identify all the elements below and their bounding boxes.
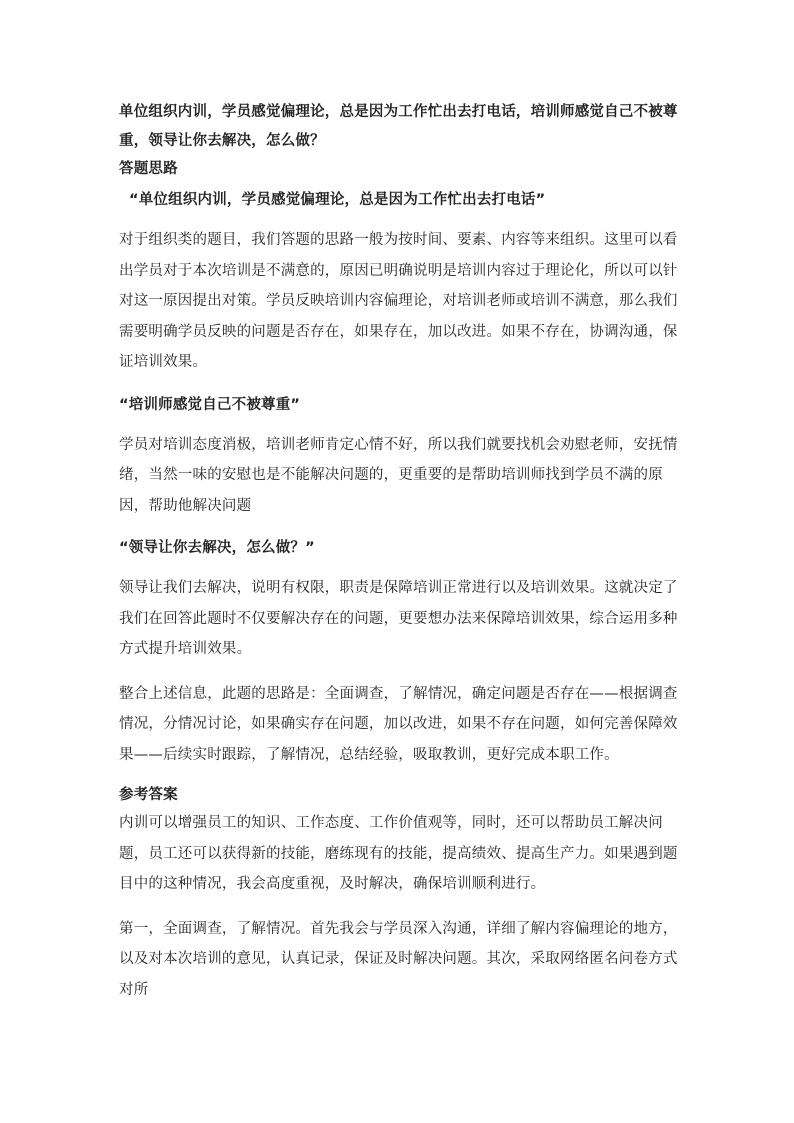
section-text-3: 领导让我们去解决，说明有权限，职责是保障培训正常进行以及培训效果。这就决定了我们在回答此题时不仅要解决存在的问题，更要想办法来保障培训效果，综合运用多种方式提升培训效果。 <box>119 580 678 657</box>
answer-heading: 参考答案 <box>119 787 178 803</box>
section-title-1: “单位组织内训，学员感觉偏理论，总是因为工作忙出去打电话” <box>129 192 546 208</box>
answer-paragraph-1: 内训可以增强员工的知识、工作态度、工作价值观等，同时，还可以帮助员工解决问题，员工还可以获得新的技能，磨练现有的技能，提高绩效、提高生产力。如果遇到题目中的这种情况，我会高度重视，及时解决，确保培训顺利进行。 <box>119 815 678 892</box>
question-title: 单位组织内训，学员感觉偏理论，总是因为工作忙出去打电话，培训师感觉自己不被尊重，领导让你去解决，怎么做？ <box>119 104 678 149</box>
thinking-heading: 答题思路 <box>119 161 178 177</box>
section-title-2: “培训师感觉自己不被尊重” <box>119 396 301 413</box>
section-text-1: 对于组织类的题目，我们答题的思路一般为按时间、要素、内容等来组织。这里可以看出学员对于本次培训是不满意的，原因已明确说明是培训内容过于理论化，所以可以针对这一原因提出对策。学员反映培训内容偏理论，对培训老师或培训不满意，那么我们需要明确学员反映的问题是否存在，如果存在，加以改进。如果不存在，协调沟通，保证培训效果。 <box>119 232 678 370</box>
thinking-summary: 整合上述信息，此题的思路是：全面调查，了解情况，确定问题是否存在——根据调查情况，分情况讨论，如果确实存在问题，加以改进，如果不存在问题，如何完善保障效果——后续实时跟踪，了解情况，总结经验，吸取教训，更好完成本职工作。 <box>119 685 678 763</box>
section-title-3: “领导让你去解决，怎么做？” <box>119 540 315 556</box>
section-text-2: 学员对培训态度消极，培训老师肯定心情不好，所以我们就要找机会劝慰老师，安抚情绪，当然一味的安慰也是不能解决问题的，更重要的是帮助培训师找到学员不满的原因，帮助他解决问题 <box>119 436 678 514</box>
answer-paragraph-2: 第一，全面调查，了解情况。首先我会与学员深入沟通，详细了解内容偏理论的地方，以及对本次培训的意见，认真记录，保证及时解决问题。其次，采取网络匿名问卷方式对所 <box>119 920 678 998</box>
document-page <box>119 98 679 1005</box>
